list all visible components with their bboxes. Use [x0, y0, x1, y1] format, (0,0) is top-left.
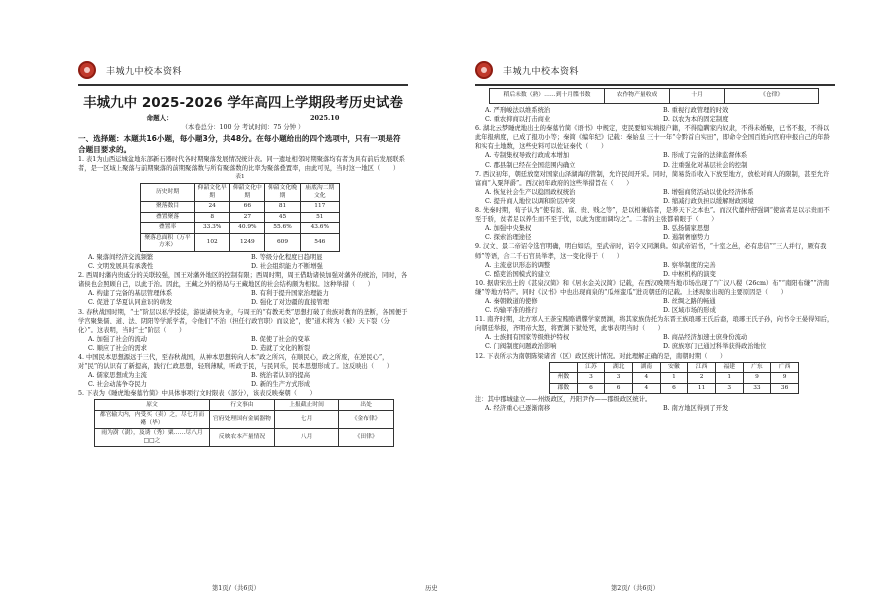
option-c[interactable]: C. 郡县制已经在全国范围内确立: [485, 161, 576, 169]
table-cell: 聚落总面积（万平方米）: [141, 233, 195, 251]
table-row: [141, 202, 340, 213]
table-cell: 8: [195, 212, 230, 223]
table-cell: 《田律》: [339, 429, 394, 447]
option-b[interactable]: B. 察举制度的完善: [663, 261, 716, 269]
question-9: 9. 汉文、景二帝诏令选官明确，明白如话，至武帝时，诏令又同渊典。如武帝诏书，“十室之邑，必有忠信”“三人并行，厥有我师”等语，合二千石官员举孝，这一变化得于（ ）: [475, 243, 827, 260]
table-row: [550, 383, 799, 394]
table-cell: 稻后未数（熟）……到十月牒书数: [490, 89, 605, 104]
table-header-cell: 湖南: [632, 362, 660, 373]
table-header-cell: 行文事由: [210, 400, 275, 411]
table-cell: 八月: [275, 429, 339, 447]
option-d[interactable]: D. 中枢机构的演变: [663, 270, 716, 278]
option-b[interactable]: B. 商品经济加速士庶身份流动: [663, 334, 748, 342]
table-header-cell: 出处: [339, 400, 394, 411]
table-cell: 都官输大内，内受买（卖）之，尽七月而觱（毕）: [95, 411, 210, 429]
option-a[interactable]: A. 严刑峻法以维系统治: [485, 107, 551, 114]
table-cell: 33.3%: [195, 223, 230, 234]
option-a[interactable]: A. 聚落间经济交流频繁: [88, 253, 154, 261]
table-cell: 609: [265, 233, 300, 251]
table-row: [141, 212, 340, 223]
header-divider: [78, 84, 408, 86]
page-header: [475, 58, 835, 82]
question-1: 1. 表1为山西运城盆地东部新石器时代各时期聚落发展情况统计表。同一遗址相邻时期聚落均有者为具有前后发展联系者，是一区域上聚落与前期聚落的前期聚落数与所有聚落数的比率为聚落叠置率，由此可见，当时这一地区（ ）: [78, 156, 405, 173]
question-10-options: [475, 297, 835, 315]
table-cell: 1: [660, 373, 688, 384]
option-a[interactable]: A. 加强了社会的流动: [88, 335, 147, 343]
option-b[interactable]: B. 等级分化程度日趋明显: [251, 253, 323, 261]
table-cell: 十月: [670, 89, 725, 104]
question-3: 3. 春秋战国时期，“士”阶层以私学授徒，游说诸侯为业，与周王的“有教无类”思想打破了贵族对教育的垄断，各国便于学宫聚集儒、道、法、阴阳等学派学者，令他们“不治（担任行政官职）而议论”，使“道术将为（被）天下裂（分化）”。这表明，当时“士”阶层（ ）: [78, 308, 408, 334]
question-7: 7. 西汉初年，朝廷放宽对国家山泽湖海的管制，允许民间开采。同时，简易货币收入下放至地方，放松对商人的限制，甚至允许富商“入粟拜爵”。西汉初年政府的这些举措旨在（ ）: [475, 170, 830, 187]
table-cell: 81: [265, 202, 300, 213]
question-4-options: [78, 371, 408, 389]
question-12-note: 注：其中郡城建立——州级政区，丹阳尹作——郡级政区统计。: [475, 396, 652, 404]
table-header-row: [550, 362, 799, 373]
question-11: 11. 南齐时期，北方寒人王荼宝贿赂谱牒学家贾渊，将其家族伪托为东晋王族琅琊王氏后裔，琅琊王氏子孙，向书令王晏得知后，向朝廷举报，齐明帝大怒，将贾渊下狱处死，此事表明当时（ ）: [475, 316, 834, 333]
exam-subtitle: （本卷总分：100 分 考试时间：75 分钟 ）: [181, 124, 305, 132]
table-cell: 七月: [275, 411, 339, 429]
table-row: [141, 233, 340, 251]
option-c[interactable]: C. 酷吏治国模式的建立: [485, 270, 551, 278]
question-8: 8. 先秦时期，荀子认为“使有贫、富、贵、贱之等”，是以相兼临者，是养天下之本也”。而汉代董仲舒强调“使富者足以示贵而不至于骄，贫者足以养生而不至于忧，以此为度而调均之”。二者的主张都着眼于（ ）: [475, 207, 830, 224]
option-b[interactable]: B. 促使了社会的变革: [251, 335, 311, 343]
table-cell: 43.6%: [300, 223, 339, 234]
table-header-cell: 仰韶文化早期: [195, 184, 230, 202]
table-header-cell: 福建: [715, 362, 743, 373]
table-cell: 农作物产量收成: [605, 89, 670, 104]
table-header-cell: 安徽: [660, 362, 688, 373]
option-c[interactable]: C. 文明发展具有承袭性: [88, 263, 154, 271]
option-a[interactable]: A. 经济重心已逐渐南移: [485, 405, 551, 413]
subject-mark: 历史: [425, 585, 438, 592]
table-cell: 6: [660, 383, 688, 394]
table-cell: 27: [230, 212, 265, 223]
question-1-options: [78, 253, 408, 271]
table-cell: 6: [605, 383, 633, 394]
table-cell: 2: [688, 373, 716, 384]
option-b[interactable]: B. 弘扬儒家思想: [663, 225, 710, 233]
table-cell: 4: [632, 383, 660, 394]
table-cell: 1: [715, 373, 743, 384]
table-header-cell: 原文: [95, 400, 210, 411]
page-content: [475, 88, 835, 413]
table-cell: 郡数: [550, 383, 578, 394]
table-cell: 9: [743, 373, 771, 384]
option-d[interactable]: D. 造就了文化的断裂: [251, 344, 311, 352]
page-header: [78, 58, 408, 82]
question-6: 6. 湖北云梦睡虎地出土的秦墓竹简《语书》中规定，吏民要如实填报户籍，不得隐瞒家内奴隶，不得未婚娶，已书不报，不得以此年报病度，已成了报功小等；秦简《编年纪》记载：秦始皇 三十一年“令黔首自实田”，即命令全国百姓向官府申报自己的年龄和实有土地数，这些史料可以佐证秦代（ ）: [475, 125, 830, 151]
option-a[interactable]: A. 加强中央集权: [485, 225, 532, 233]
exam-date: 2025.10: [309, 114, 340, 122]
table1-label: 表1: [235, 174, 245, 181]
option-a[interactable]: A. 恢复社会生产以稳固政权统治: [485, 188, 576, 196]
section-heading: 一、选择题：本题共16小题，每小题3分，共48分。在每小题给出的四个选项中，只有一项是符合题目要求的。: [78, 134, 401, 154]
table-cell: 45: [265, 212, 300, 223]
table-cell: 117: [300, 202, 339, 213]
question-7-options: [475, 188, 835, 206]
option-d[interactable]: D. 庶族寒门已通过科举获得政治地位: [663, 343, 767, 351]
table-2: [94, 399, 394, 447]
school-logo-icon: [475, 61, 493, 79]
table-cell: 3: [605, 373, 633, 384]
option-d[interactable]: D. 社会组织能力不断增强: [251, 263, 323, 271]
table-cell: 聚落数目: [141, 202, 195, 213]
option-c[interactable]: C. 均输平准的推行: [485, 307, 538, 315]
option-b[interactable]: B. 形成了完备的法律监督体系: [663, 152, 748, 160]
table-header-row: [141, 184, 340, 202]
school-logo-icon: [78, 61, 96, 79]
table-cell: 9: [771, 373, 799, 384]
question-2-options: [78, 289, 408, 307]
table-cell: 官府处理国有金属器物: [210, 411, 275, 429]
table-header-cell: 湖北: [605, 362, 633, 373]
table-cell: 55.6%: [265, 223, 300, 234]
table-row: [141, 223, 340, 234]
exam-meta: [78, 114, 408, 123]
question-8-options: [475, 224, 835, 242]
option-d[interactable]: D. 强化了对边疆的直接管理: [251, 299, 330, 307]
table-row: [95, 429, 394, 447]
page-right: [435, 0, 870, 615]
table-cell: 叠置聚落: [141, 212, 195, 223]
table-header-cell: 江苏: [577, 362, 605, 373]
table-header-cell: 庙底沟二期文化: [300, 184, 339, 202]
author-label: 命题人：: [146, 114, 173, 122]
option-a[interactable]: A. 专制集权导致行政成本增加: [485, 152, 570, 160]
exam-title: 丰城九中 2025-2026 学年高四上学期段考历史试卷: [83, 95, 403, 111]
question-2: 2. 西周时藩内贵戚分的关联较强，国王对藩外地区的控制有限；西周时期，周王借助诸侯加强对藩外的统治，同时，各诸侯也会照顾自己，以此于治。因此，王藏之外的格局与王藏地区的社会结构颇为相似。这种举措（ ）: [78, 272, 408, 289]
table-cell: 33: [743, 383, 771, 394]
option-a[interactable]: A. 主流意识形态的调整: [485, 261, 551, 269]
option-d[interactable]: D. 区域市场的形成: [663, 307, 716, 315]
table-cell: 《金布律》: [339, 411, 394, 429]
table-cell: 3: [715, 383, 743, 394]
table-cell: 6: [577, 383, 605, 394]
table-cell: 36: [771, 383, 799, 394]
table-cell: 州数: [550, 373, 578, 384]
table-1: [140, 183, 340, 252]
option-c[interactable]: C. 促进了华夏认同意识的萌发: [88, 299, 173, 307]
question-12: 12. 下表所示为南朝陈梁诸省（区）政区统计情况。对此理解正确的是，南朝时期（ ）: [475, 352, 727, 360]
option-b[interactable]: B. 丝绸之路的畅通: [663, 297, 716, 305]
question-9-options: [475, 261, 835, 279]
table-cell: 3: [577, 373, 605, 384]
table-header-cell: 广东: [743, 362, 771, 373]
option-b[interactable]: B. 增强商贸活动以优化经济体系: [663, 188, 754, 196]
question-6-options: [475, 151, 835, 169]
table-cell: 51: [300, 212, 339, 223]
option-b[interactable]: B. 重视行政管理的时效: [663, 107, 729, 114]
option-b[interactable]: B. 南方地区得到了开发: [663, 405, 729, 413]
header-title: 丰城九中校本资料: [106, 66, 183, 77]
question-10: 10. 据唐宋出土的《甚泉汉简》和《居水金关汉简》记载，在西汉晚期当地市场出现了“广汉八稷（26cm）布”“南阳布缣”“济南缣”等地方特产。同时《汉书》中也出现商泉的“瓜州蛮瓜”进贡朝廷的记载。上述现象出现的主要原因是（ ）: [475, 279, 830, 296]
page-content: [78, 92, 408, 448]
option-c[interactable]: C. 重农抑商以打击商业: [485, 116, 551, 124]
table-row: [550, 373, 799, 384]
option-c[interactable]: C. 门阀制度问题政治影响: [485, 343, 557, 351]
option-d[interactable]: D. 以农为本的固定制度: [663, 116, 729, 124]
table-cell: 《仓律》: [725, 89, 819, 104]
table-cell: 66: [230, 202, 265, 213]
option-b[interactable]: B. 统治者认识的提高: [251, 372, 311, 380]
table-header-row: [95, 400, 394, 411]
table-cell: 1249: [230, 233, 265, 251]
table-cell: 24: [195, 202, 230, 213]
table-header-cell: [550, 362, 578, 373]
question-5: 5. 下表为《睡虎地秦墓竹简》中具体事项行文时限表（部分），该表反映秦朝（ ）: [78, 390, 316, 398]
option-a[interactable]: A. 儒家思想成为主流: [88, 372, 147, 380]
table-3: [549, 362, 799, 395]
table-cell: 40.9%: [230, 223, 265, 234]
question-3-options: [78, 335, 408, 353]
table-header-cell: 江西: [688, 362, 716, 373]
option-c[interactable]: C. 顺应了社会的需求: [88, 344, 147, 352]
option-c[interactable]: C. 提升商人地位以调和阶层冲突: [485, 197, 576, 205]
table-row: [490, 89, 819, 104]
table-header-cell: 仰韶文化中期: [230, 184, 265, 202]
option-c[interactable]: C. 社会动荡争夺民力: [88, 381, 147, 389]
option-a[interactable]: A. 构建了完备的基层管理体系: [88, 290, 173, 298]
table-header-cell: 仰韶文化晚期: [265, 184, 300, 202]
option-a[interactable]: A. 秦朝敕道的使修: [485, 297, 538, 305]
header-divider: [475, 84, 835, 86]
option-b[interactable]: B. 有利于提升国家治理能力: [251, 290, 329, 298]
option-d[interactable]: D. 注重强化对基层社会的控制: [663, 161, 748, 169]
option-a[interactable]: A. 士族拥有国家等级维护特权: [485, 334, 570, 342]
page-footer: 第1页/（共6页）: [212, 585, 260, 592]
table-cell: 11: [688, 383, 716, 394]
question-5-options: [475, 106, 835, 124]
table-header-cell: 广西: [771, 362, 799, 373]
question-11-options: [475, 333, 835, 351]
table-cell: 546: [300, 233, 339, 251]
option-d[interactable]: D. 新的生产方式形成: [251, 381, 311, 389]
question-12-options: [475, 404, 835, 413]
table-2-continued: [489, 88, 819, 104]
table-cell: 102: [195, 233, 230, 251]
option-d[interactable]: D. 遏制奢靡势力: [663, 234, 710, 242]
page-footer: 第2页/（共6页）: [611, 585, 659, 592]
table-cell: 叠置率: [141, 223, 195, 234]
table-header-cell: 上报截止时间: [275, 400, 339, 411]
option-c[interactable]: C. 探索治理途径: [485, 234, 532, 242]
table-cell: 雨为澍（澍），及诱（秀）粟……尽八月□□之: [95, 429, 210, 447]
table-cell: 反映农本产量情况: [210, 429, 275, 447]
question-4: 4. 中国民本思想源远于三代，至春秋战国，从神本思想转向人本“政之所兴，在顺民心，政之所废，在逆民心”，对“民”的认识有了新提高，践行仁政思想，轻刑薄赋，听政于民，与民同乐，民本思想形成了。这反映出（ ）: [78, 354, 393, 371]
option-d[interactable]: D. 缩减行政负担以缓解财政困境: [663, 197, 754, 205]
table-header-cell: 历史时期: [141, 184, 195, 202]
header-title: 丰城九中校本资料: [503, 66, 580, 77]
table-cell: 4: [632, 373, 660, 384]
table-row: [95, 411, 394, 429]
